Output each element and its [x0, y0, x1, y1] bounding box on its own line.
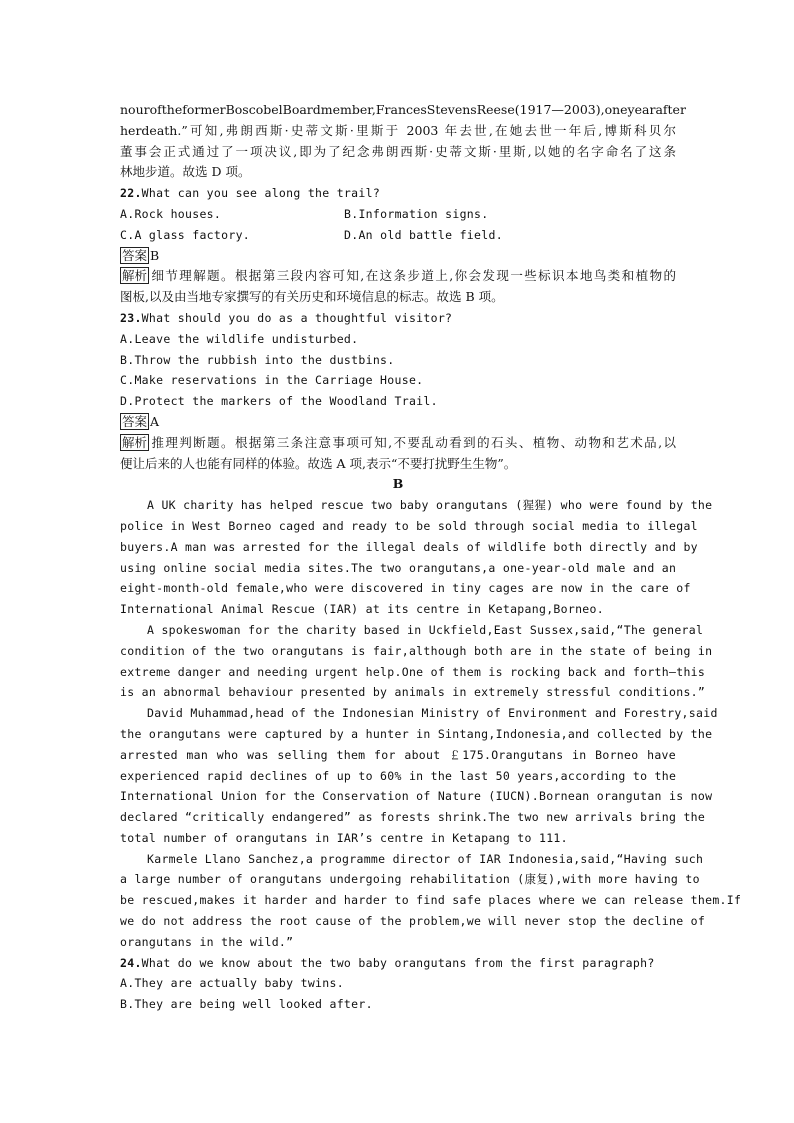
passage-line: experienced rapid declines of up to 60% in the last 50 years,according to the	[120, 768, 677, 783]
passage-line: Karmele Llano Sanchez,a programme director of IAR Indonesia,said,“Having such	[147, 851, 704, 866]
passage-line: total number of orangutans in IAR’s centre in Ketapang to 111.	[120, 830, 568, 845]
answer-tag: 答案	[122, 413, 148, 429]
question-stem	[120, 183, 676, 204]
option-b: B.They are being well looked after.	[120, 997, 373, 1012]
passage-b	[120, 495, 742, 953]
passage-line: International Animal Rescue (IAR) at its centre in Ketapang,Borneo.	[120, 602, 604, 617]
question-24	[120, 953, 676, 1015]
passage-line: be rescued,makes it harder and harder to find safe places where we can release them.If	[120, 893, 742, 908]
option-a: A.They are actually baby twins.	[120, 976, 344, 991]
passage-line: is an abnormal behaviour presented by animals in extremely stressful conditions.”	[120, 685, 706, 700]
option-b: B.Information signs.	[344, 206, 489, 221]
document-page	[120, 100, 742, 1015]
answer-value: A	[150, 413, 160, 429]
analysis-text: 细节理解题。根据第三段内容可知,在这条步道上,你会发现一些标识本地鸟类和植物的	[150, 268, 676, 284]
intro-line: 董事会正式通过了一项决议,即为了纪念弗朗西斯·史蒂文斯·里斯,以她的名字命名了这条	[120, 143, 676, 159]
passage-line: arrested man who was selling them for about ￡175.Orangutans in Borneo have	[120, 747, 676, 762]
passage-line: a large number of orangutans undergoing rehabilitation (康复),with more having to	[120, 872, 700, 887]
option-row	[120, 204, 676, 225]
intro-line: 林地步道。故选 D 项。	[120, 164, 251, 180]
question-text: What do we know about the two baby orangutans from the first paragraph?	[141, 955, 655, 970]
passage-line: buyers.A man was arrested for the illegal deals of wildlife both directly and by	[120, 539, 698, 554]
option-a: A.Rock houses.	[120, 206, 222, 221]
passage-line: A spokeswoman for the charity based in Uckfield,East Sussex,said,“The general	[147, 622, 704, 637]
passage-line: David Muhammad,head of the Indonesian Ministry of Environment and Forestry,said	[147, 706, 718, 721]
question-text: What can you see along the trail?	[141, 186, 381, 201]
question-number: 22.	[120, 186, 142, 201]
analysis-tag: 解析	[122, 268, 148, 284]
analysis-text: 推理判断题。根据第三条注意事项可知,不要乱动看到的石头、植物、动物和艺术品,以	[150, 434, 676, 450]
passage-line: we do not address the root cause of the problem,we will never stop the decline of	[120, 914, 706, 929]
analysis-tag: 解析	[122, 434, 148, 450]
passage-line: the orangutans were captured by a hunter in Sintang,Indonesia,and collected by the	[120, 726, 713, 741]
analysis-line: 便让后来的人也能有同样的体验。故选 A 项,表示“不要打扰野生生物”。	[120, 455, 517, 471]
passage-line: extreme danger and needing urgent help.One of them is rocking back and forth—this	[120, 664, 706, 679]
section-heading: B	[392, 476, 404, 492]
analysis-line: 图板,以及由当地专家撰写的有关历史和环境信息的标志。故选 B 项。	[120, 289, 504, 305]
answer-line	[120, 412, 676, 433]
answer-value: B	[150, 247, 160, 263]
question-stem	[120, 308, 676, 329]
passage-line: International Union for the Conservation of Nature (IUCN).Bornean orangutan is now	[120, 789, 713, 804]
option-c: C.Make reservations in the Carriage House.	[120, 373, 424, 388]
question-number: 23.	[120, 310, 142, 325]
intro-paragraph	[120, 100, 686, 183]
option-c: C.A glass factory.	[120, 227, 251, 242]
question-text: What should you do as a thoughtful visitor?	[141, 310, 453, 325]
intro-line: nouroftheformerBoscobelBoardmember,FrancesStevensReese(1917—2003),oneyearafter	[120, 102, 686, 117]
passage-line: orangutans in the wild.”	[120, 934, 294, 949]
option-d: D.An old battle field.	[344, 227, 503, 242]
question-number: 24.	[120, 955, 142, 970]
question-stem	[120, 953, 676, 974]
option-d: D.Protect the markers of the Woodland Trail.	[120, 394, 438, 409]
question-23	[120, 308, 676, 474]
passage-line: eight-month-old female,who were discovered in tiny cages are now in the care of	[120, 581, 691, 596]
option-b: B.Throw the rubbish into the dustbins.	[120, 352, 395, 367]
answer-tag: 答案	[122, 247, 148, 263]
analysis-line	[120, 266, 676, 287]
intro-line: herdeath.”可知,弗朗西斯·史蒂文斯·里斯于 2003 年去世,在她去世一年后,博斯科贝尔	[120, 122, 676, 138]
option-row	[120, 225, 676, 246]
option-a: A.Leave the wildlife undisturbed.	[120, 331, 359, 346]
passage-line: condition of the two orangutans is fair,although both are in the state of being in	[120, 643, 713, 658]
analysis-line	[120, 433, 676, 454]
passage-line: using online social media sites.The two orangutans,a one-year-old male and an	[120, 560, 677, 575]
passage-line: declared “critically endangered” as forests shrink.The two new arrivals bring the	[120, 810, 706, 825]
question-22	[120, 183, 676, 308]
passage-line: police in West Borneo caged and ready to be sold through social media to illegal	[120, 518, 698, 533]
answer-line	[120, 246, 676, 267]
passage-line: A UK charity has helped rescue two baby orangutans (猩猩) who were found by the	[147, 498, 713, 513]
